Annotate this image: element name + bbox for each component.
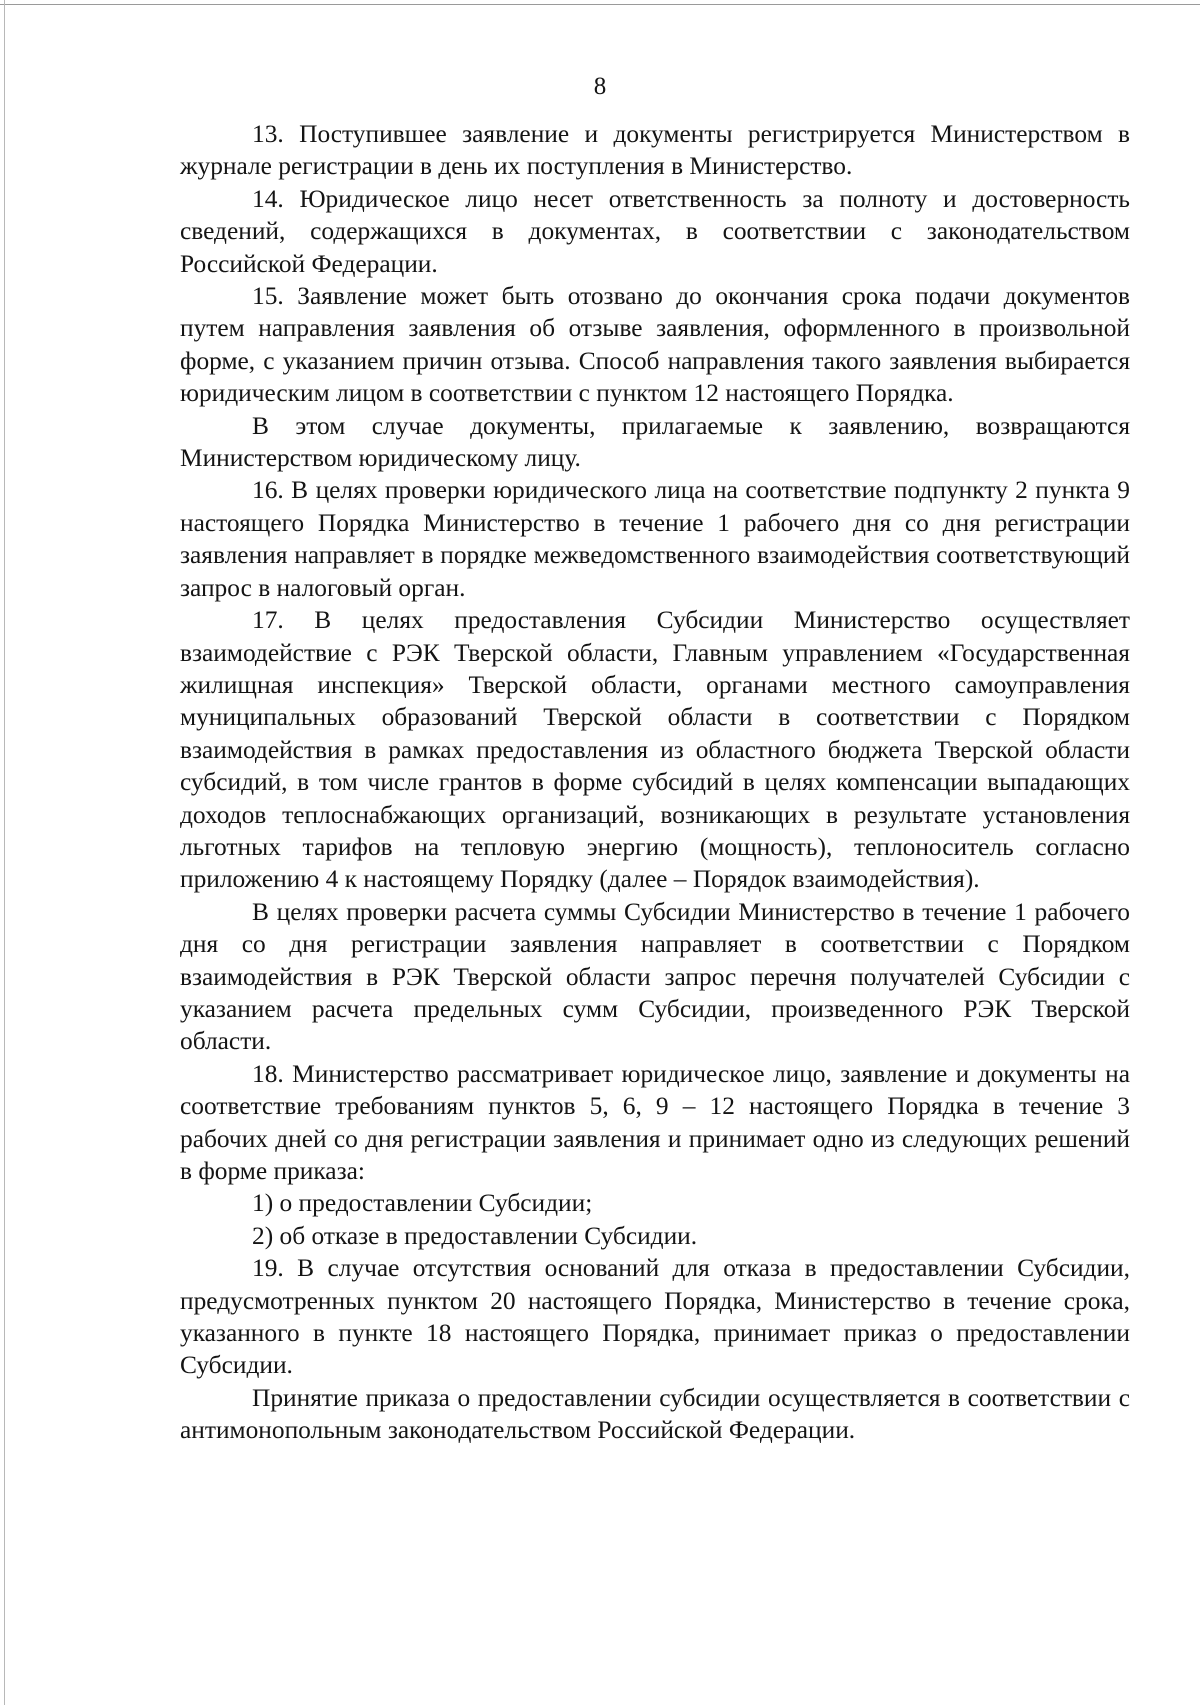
page-number: 8 bbox=[593, 73, 607, 100]
paragraph-14: 14. Юридическое лицо несет ответственность за полноту и достоверность сведений, содержащихся в документах, в соответствии с законодательством Российской Федерации. bbox=[180, 184, 1130, 278]
list-item-decision-refusal: 2) об отказе в предоставлении Субсидии. bbox=[252, 1221, 698, 1250]
scan-edge-top bbox=[0, 4, 1200, 5]
paragraph-17-continuation: В целях проверки расчета суммы Субсидии Министерство в течение 1 рабочего дня со дня регистрации заявления направляет в соответствии с Порядком взаимодействия в РЭК Тверской области запрос перечня получателей Субсидии с указанием расчета предельных сумм Субсидии, произведенного РЭК Тверской области. bbox=[180, 897, 1130, 1056]
paragraph-13: 13. Поступившее заявление и документы регистрируется Министерством в журнале регистрации в день их поступления в Министерство. bbox=[180, 120, 1130, 181]
paragraph-15-continuation: В этом случае документы, прилагаемые к заявлению, возвращаются Министерством юридическому лицу. bbox=[180, 411, 1130, 473]
scan-edge-left bbox=[4, 0, 5, 1705]
paragraph-19-continuation: Принятие приказа о предоставлении субсидии осуществляется в соответствии с антимонопольным законодательством Российской Федерации. bbox=[180, 1383, 1130, 1445]
paragraph-19: 19. В случае отсутствия оснований для отказа в предоставлении Субсидии, предусмотренных пунктом 20 настоящего Порядка, Министерство в течение срока, указанного в пункте 18 настоящего Порядка, принимает приказ о предоставлении Субсидии. bbox=[180, 1254, 1130, 1380]
list-item-decision-grant: 1) о предоставлении Субсидии; bbox=[252, 1189, 593, 1218]
paragraph-17: 17. В целях предоставления Субсидии Министерство осуществляет взаимодействие с РЭК Тверской области, Главным управлением «Государственная жилищная инспекция» Тверской области, органами местного самоуправления муниципальных образований Тверской области в соответствии с Порядком взаимодействия в рамках предоставления из областного бюджета Тверской области субсидий, в том числе грантов в форме субсидий в целях компенсации выпадающих доходов теплоснабжающих организаций, возникающих в результате установления льготных тарифов на тепловую энергию (мощность), теплоноситель согласно приложению 4 к настоящему Порядку (далее – Порядок взаимодействия). bbox=[180, 606, 1130, 894]
document-body bbox=[180, 118, 1130, 1447]
paragraph-16: 16. В целях проверки юридического лица на соответствие подпункту 2 пункта 9 настоящего Порядка Министерство в течение 1 рабочего дня со дня регистрации заявления направляет в порядке межведомственного взаимодействия соответствующий запрос в налоговый орган. bbox=[180, 476, 1130, 602]
paragraph-15: 15. Заявление может быть отозвано до окончания срока подачи документов путем направления заявления об отзыве заявления, оформленного в произвольной форме, с указанием причин отзыва. Способ направления такого заявления выбирается юридическим лицом в соответствии с пунктом 12 настоящего Порядка. bbox=[180, 282, 1130, 408]
paragraph-18: 18. Министерство рассматривает юридическое лицо, заявление и документы на соответствие требованиям пунктов 5, 6, 9 – 12 настоящего Порядка в течение 3 рабочих дней со дня регистрации заявления и принимает одно из следующих решений в форме приказа: bbox=[180, 1059, 1130, 1185]
